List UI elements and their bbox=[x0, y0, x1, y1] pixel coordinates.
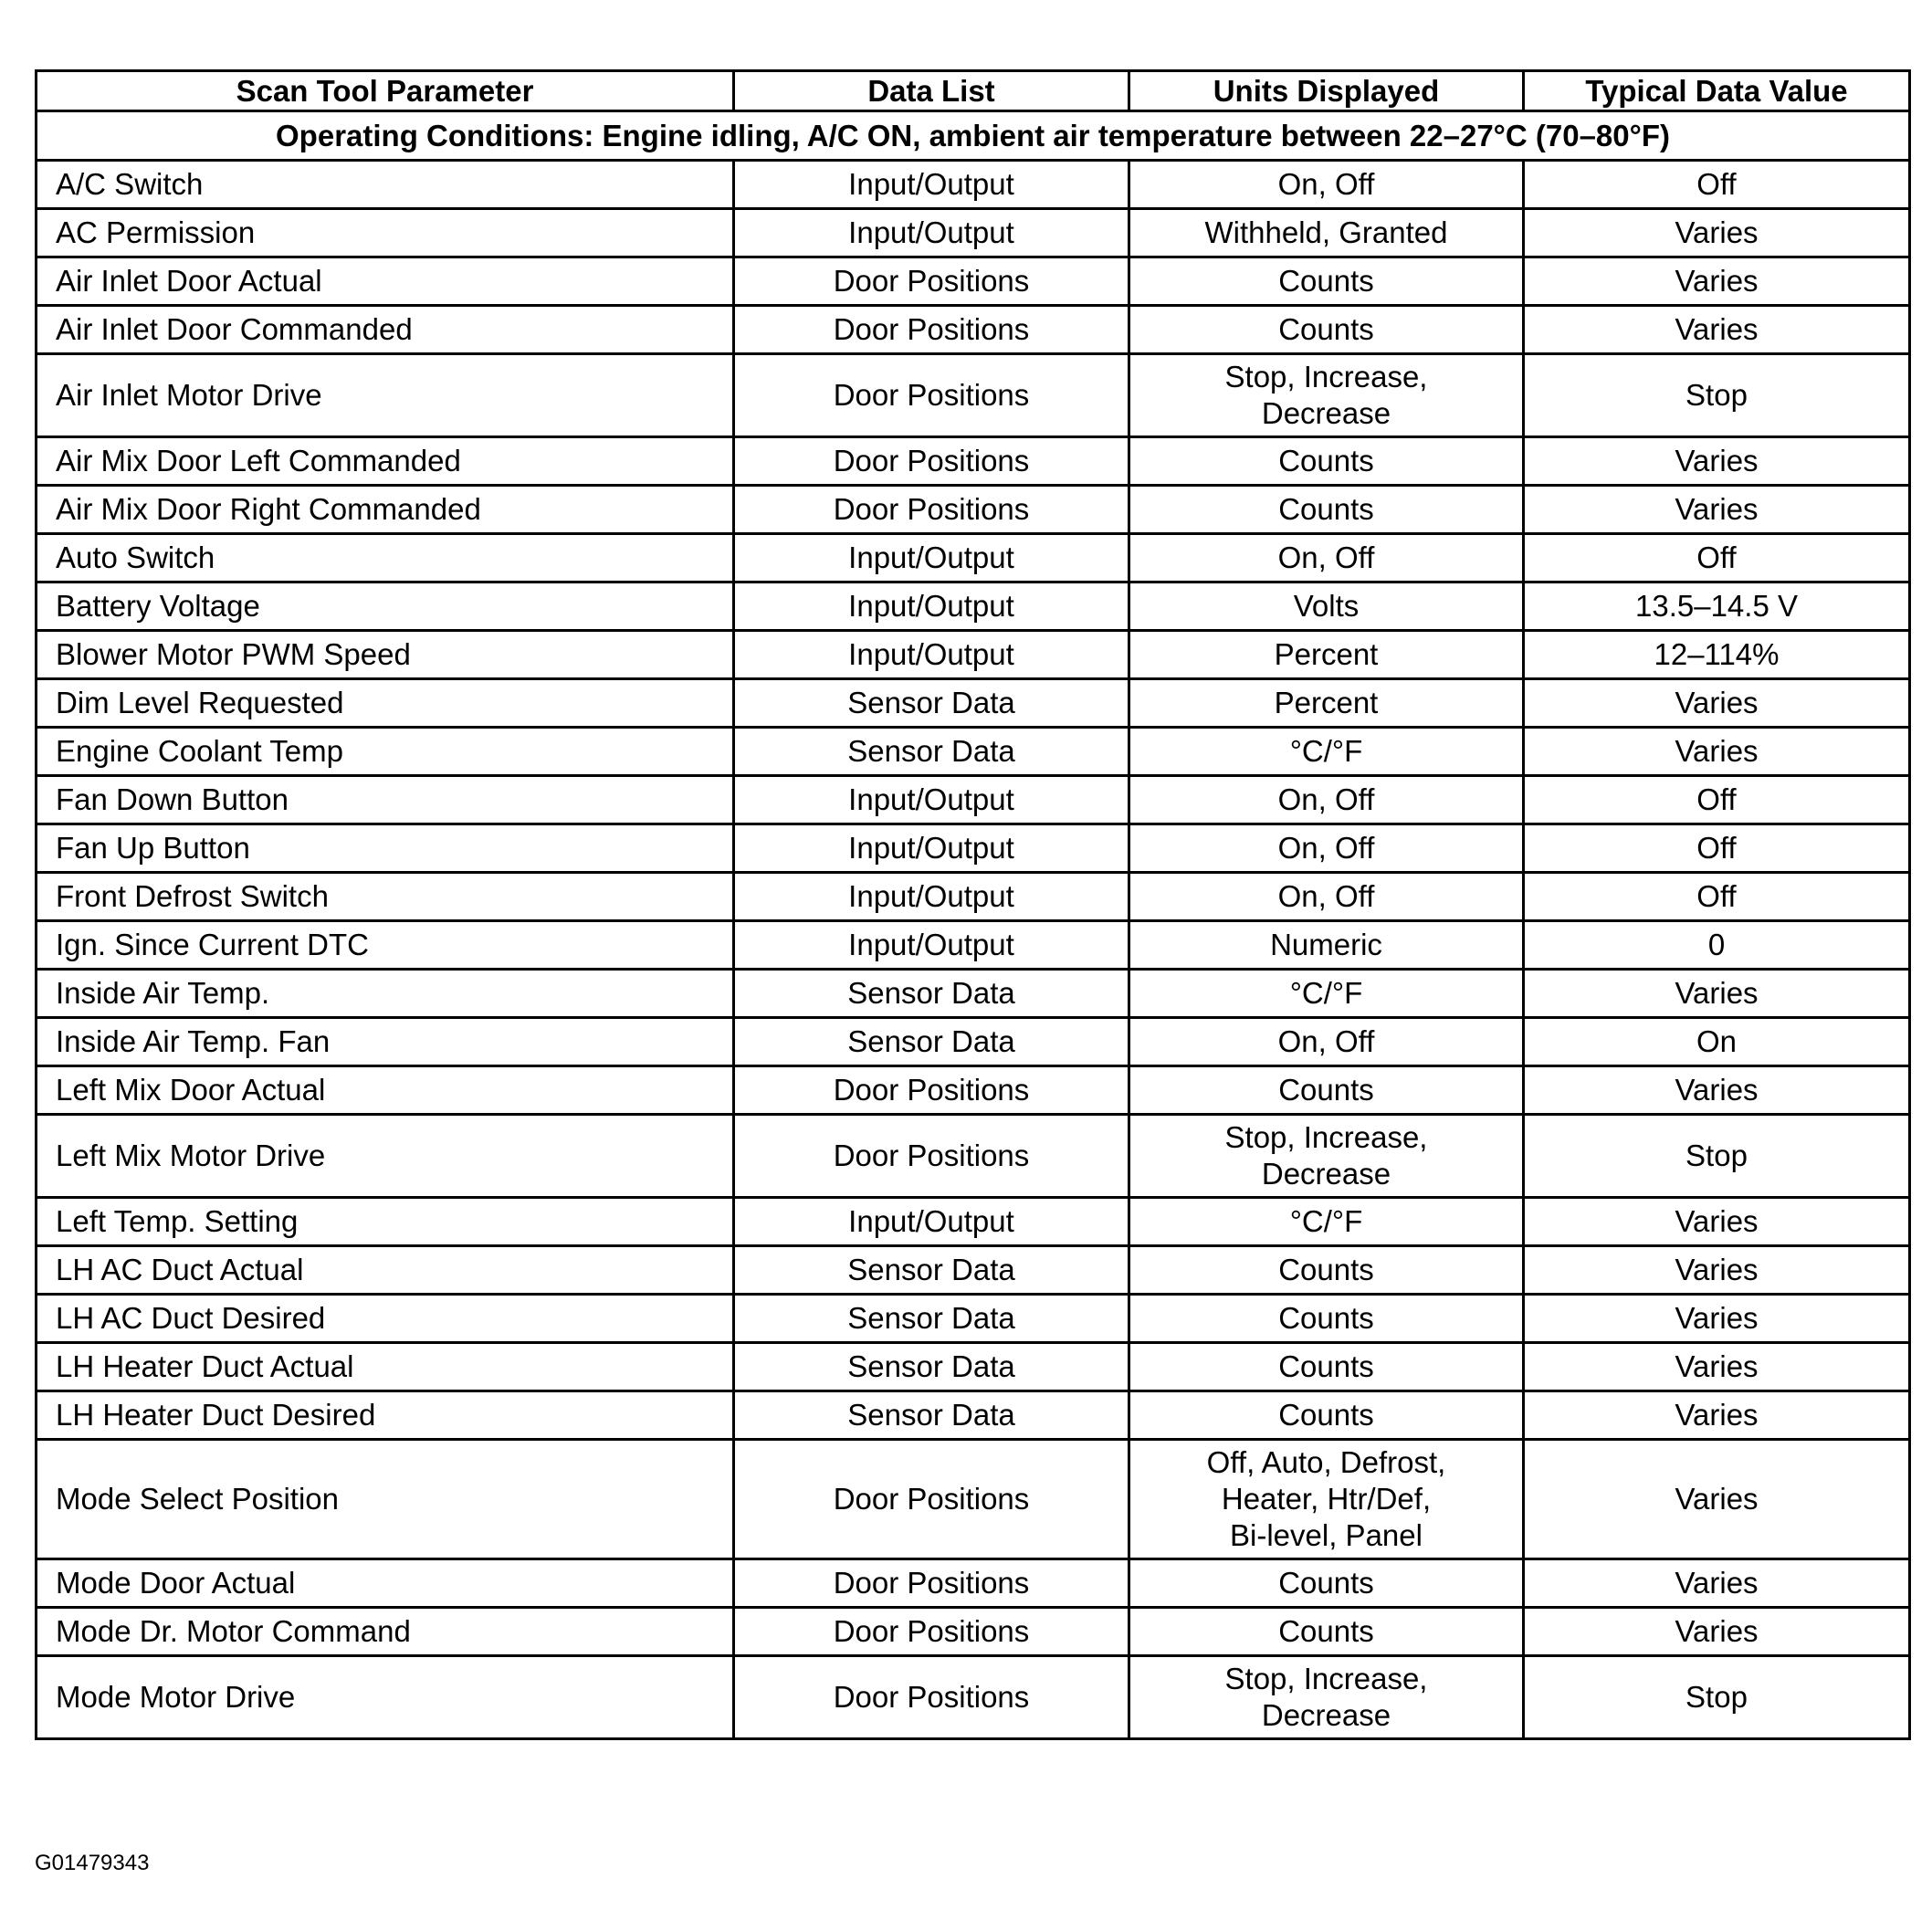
cell-parameter bbox=[37, 1018, 734, 1066]
table-row bbox=[37, 1608, 1910, 1656]
cell-parameter bbox=[37, 1066, 734, 1115]
cell-data-list bbox=[734, 257, 1129, 306]
cell-typical-data-value-text: Stop bbox=[1685, 1139, 1748, 1172]
cell-data-list-text: Input/Output bbox=[848, 879, 1014, 913]
cell-data-list bbox=[734, 534, 1129, 582]
cell-typical-data-value-text: Off bbox=[1696, 831, 1737, 865]
cell-data-list bbox=[734, 161, 1129, 209]
cell-typical-data-value-text: Varies bbox=[1675, 1253, 1759, 1286]
cell-parameter bbox=[37, 486, 734, 534]
operating-conditions: Operating Conditions: Engine idling, A/C ON, ambient air temperature between 22–27°C (70–80°F) bbox=[37, 111, 1910, 161]
cell-data-list bbox=[734, 437, 1129, 486]
table-row bbox=[37, 776, 1910, 824]
cell-data-list bbox=[734, 1115, 1129, 1198]
cell-data-list-text: Input/Output bbox=[848, 589, 1014, 623]
cell-data-list-text: Door Positions bbox=[833, 444, 1030, 478]
table-row bbox=[37, 873, 1910, 921]
cell-units-displayed-text: On, Off bbox=[1277, 540, 1375, 574]
cell-data-list bbox=[734, 824, 1129, 873]
cell-parameter bbox=[37, 873, 734, 921]
cell-typical-data-value bbox=[1524, 1115, 1910, 1198]
cell-typical-data-value bbox=[1524, 728, 1910, 776]
cell-parameter-text: Air Mix Door Left Commanded bbox=[56, 444, 461, 478]
cell-parameter bbox=[37, 257, 734, 306]
header-data-list: Data List bbox=[734, 71, 1129, 111]
cell-parameter-text: Air Inlet Door Actual bbox=[56, 264, 322, 298]
cell-units-displayed-text: Counts bbox=[1278, 264, 1374, 298]
cell-units-displayed bbox=[1129, 776, 1524, 824]
cell-units-displayed bbox=[1129, 728, 1524, 776]
cell-units-displayed-text: Counts bbox=[1278, 492, 1374, 526]
cell-parameter bbox=[37, 679, 734, 728]
cell-units-displayed bbox=[1129, 437, 1524, 486]
cell-parameter-text: Engine Coolant Temp bbox=[56, 734, 343, 768]
cell-typical-data-value-text: 13.5–14.5 V bbox=[1635, 589, 1798, 623]
cell-data-list-text: Door Positions bbox=[833, 1614, 1030, 1648]
cell-typical-data-value-text: Varies bbox=[1675, 1073, 1759, 1107]
cell-parameter-text: Fan Down Button bbox=[56, 782, 289, 816]
cell-typical-data-value-text: Varies bbox=[1675, 1204, 1759, 1238]
cell-typical-data-value-text: Varies bbox=[1675, 734, 1759, 768]
cell-parameter bbox=[37, 776, 734, 824]
cell-data-list bbox=[734, 306, 1129, 354]
cell-parameter bbox=[37, 824, 734, 873]
cell-units-displayed-text: Counts bbox=[1278, 1349, 1374, 1383]
cell-units-displayed bbox=[1129, 679, 1524, 728]
cell-typical-data-value bbox=[1524, 161, 1910, 209]
cell-units-displayed bbox=[1129, 1656, 1524, 1739]
cell-parameter bbox=[37, 1246, 734, 1295]
cell-parameter-text: Air Inlet Door Commanded bbox=[56, 312, 413, 346]
cell-units-displayed bbox=[1129, 873, 1524, 921]
cell-parameter-text: Left Mix Door Actual bbox=[56, 1073, 326, 1107]
cell-units-displayed-text: Counts bbox=[1278, 1301, 1374, 1335]
table-row bbox=[37, 1115, 1910, 1198]
cell-data-list-text: Door Positions bbox=[833, 378, 1030, 412]
cell-units-displayed-text: Percent bbox=[1274, 686, 1379, 719]
cell-units-displayed bbox=[1129, 306, 1524, 354]
table-header bbox=[37, 71, 1910, 111]
table-row bbox=[37, 1246, 1910, 1295]
cell-typical-data-value-text: Varies bbox=[1675, 976, 1759, 1010]
table-row bbox=[37, 1018, 1910, 1066]
cell-data-list bbox=[734, 1198, 1129, 1246]
cell-data-list bbox=[734, 1246, 1129, 1295]
cell-units-displayed bbox=[1129, 161, 1524, 209]
cell-data-list bbox=[734, 1608, 1129, 1656]
cell-typical-data-value bbox=[1524, 1440, 1910, 1559]
cell-units-displayed-text: Percent bbox=[1274, 637, 1379, 671]
cell-parameter-text: LH Heater Duct Actual bbox=[56, 1349, 354, 1383]
cell-data-list-text: Sensor Data bbox=[847, 1253, 1015, 1286]
cell-parameter-text: LH AC Duct Actual bbox=[56, 1253, 304, 1286]
table-row bbox=[37, 631, 1910, 679]
cell-typical-data-value-text: Varies bbox=[1675, 444, 1759, 478]
cell-units-displayed bbox=[1129, 1246, 1524, 1295]
cell-parameter-text: Left Temp. Setting bbox=[56, 1204, 299, 1238]
cell-units-displayed-text: On, Off bbox=[1277, 167, 1375, 201]
table-row bbox=[37, 437, 1910, 486]
cell-units-displayed-text: Withheld, Granted bbox=[1204, 215, 1448, 249]
cell-data-list bbox=[734, 679, 1129, 728]
cell-data-list-text: Sensor Data bbox=[847, 1398, 1015, 1432]
table-row bbox=[37, 209, 1910, 257]
cell-typical-data-value-text: Off bbox=[1696, 782, 1737, 816]
cell-typical-data-value bbox=[1524, 873, 1910, 921]
table-row bbox=[37, 1440, 1910, 1559]
table-row bbox=[37, 582, 1910, 631]
cell-data-list bbox=[734, 1656, 1129, 1739]
cell-typical-data-value bbox=[1524, 534, 1910, 582]
cell-units-displayed bbox=[1129, 534, 1524, 582]
cell-typical-data-value bbox=[1524, 824, 1910, 873]
cell-data-list-text: Input/Output bbox=[848, 637, 1014, 671]
header-typical-data-value: Typical Data Value bbox=[1524, 71, 1910, 111]
cell-data-list-text: Input/Output bbox=[848, 167, 1014, 201]
table-row bbox=[37, 306, 1910, 354]
cell-data-list bbox=[734, 486, 1129, 534]
cell-data-list bbox=[734, 1018, 1129, 1066]
cell-data-list-text: Door Positions bbox=[833, 1139, 1030, 1172]
cell-units-displayed bbox=[1129, 257, 1524, 306]
cell-units-displayed bbox=[1129, 1343, 1524, 1391]
cell-parameter bbox=[37, 306, 734, 354]
cell-units-displayed bbox=[1129, 921, 1524, 970]
cell-units-displayed-text: Counts bbox=[1278, 1566, 1374, 1600]
cell-data-list-text: Sensor Data bbox=[847, 1024, 1015, 1058]
cell-typical-data-value-text: Varies bbox=[1675, 1566, 1759, 1600]
cell-units-displayed bbox=[1129, 582, 1524, 631]
cell-parameter bbox=[37, 970, 734, 1018]
cell-parameter-text: A/C Switch bbox=[56, 167, 204, 201]
header-row bbox=[37, 71, 1910, 111]
table-row bbox=[37, 534, 1910, 582]
cell-units-displayed bbox=[1129, 1115, 1524, 1198]
cell-units-displayed-text: Volts bbox=[1293, 589, 1360, 623]
cell-typical-data-value bbox=[1524, 257, 1910, 306]
cell-data-list-text: Sensor Data bbox=[847, 734, 1015, 768]
cell-typical-data-value-text: Varies bbox=[1675, 312, 1759, 346]
cell-units-displayed-text: Counts bbox=[1278, 444, 1374, 478]
cell-data-list bbox=[734, 728, 1129, 776]
cell-typical-data-value-text: Varies bbox=[1675, 686, 1759, 719]
cell-parameter-text: Inside Air Temp. Fan bbox=[56, 1024, 331, 1058]
cell-units-displayed-text: Stop, Increase, Decrease bbox=[1224, 360, 1428, 430]
cell-data-list bbox=[734, 1440, 1129, 1559]
cell-typical-data-value-text: Varies bbox=[1675, 1482, 1759, 1516]
cell-parameter bbox=[37, 437, 734, 486]
cell-typical-data-value-text: Varies bbox=[1675, 1301, 1759, 1335]
cell-parameter-text: Fan Up Button bbox=[56, 831, 250, 865]
header-units-displayed: Units Displayed bbox=[1129, 71, 1524, 111]
cell-typical-data-value bbox=[1524, 631, 1910, 679]
cell-units-displayed bbox=[1129, 631, 1524, 679]
cell-parameter bbox=[37, 582, 734, 631]
cell-typical-data-value-text: Varies bbox=[1675, 1614, 1759, 1648]
cell-units-displayed bbox=[1129, 1559, 1524, 1608]
cell-typical-data-value-text: Varies bbox=[1675, 215, 1759, 249]
cell-typical-data-value-text: 12–114% bbox=[1654, 637, 1780, 671]
cell-data-list-text: Input/Output bbox=[848, 831, 1014, 865]
operating-conditions-row bbox=[37, 111, 1910, 161]
cell-typical-data-value-text: Off bbox=[1696, 540, 1737, 574]
cell-typical-data-value bbox=[1524, 1198, 1910, 1246]
cell-typical-data-value-text: Varies bbox=[1675, 264, 1759, 298]
cell-units-displayed bbox=[1129, 1440, 1524, 1559]
cell-parameter bbox=[37, 1198, 734, 1246]
cell-units-displayed-text: Numeric bbox=[1270, 928, 1382, 961]
cell-units-displayed bbox=[1129, 970, 1524, 1018]
cell-data-list bbox=[734, 1391, 1129, 1440]
cell-data-list-text: Input/Output bbox=[848, 1204, 1014, 1238]
cell-data-list-text: Input/Output bbox=[848, 540, 1014, 574]
cell-data-list bbox=[734, 1295, 1129, 1343]
cell-typical-data-value bbox=[1524, 306, 1910, 354]
cell-data-list-text: Door Positions bbox=[833, 1680, 1030, 1714]
cell-typical-data-value bbox=[1524, 209, 1910, 257]
cell-parameter-text: Dim Level Requested bbox=[56, 686, 344, 719]
cell-parameter bbox=[37, 631, 734, 679]
cell-data-list bbox=[734, 582, 1129, 631]
figure-id: G01479343 bbox=[35, 1851, 150, 1875]
cell-typical-data-value bbox=[1524, 1066, 1910, 1115]
cell-units-displayed bbox=[1129, 354, 1524, 437]
cell-typical-data-value bbox=[1524, 1656, 1910, 1739]
cell-data-list-text: Door Positions bbox=[833, 1482, 1030, 1516]
table-row bbox=[37, 486, 1910, 534]
cell-typical-data-value bbox=[1524, 1559, 1910, 1608]
cell-parameter-text: Battery Voltage bbox=[56, 589, 260, 623]
cell-data-list bbox=[734, 209, 1129, 257]
cell-units-displayed-text: Counts bbox=[1278, 1073, 1374, 1107]
cell-data-list-text: Input/Output bbox=[848, 782, 1014, 816]
cell-parameter bbox=[37, 728, 734, 776]
cell-units-displayed-text: On, Off bbox=[1277, 879, 1375, 913]
cell-data-list-text: Input/Output bbox=[848, 215, 1014, 249]
cell-units-displayed-text: Stop, Increase, Decrease bbox=[1224, 1662, 1428, 1732]
cell-parameter-text: Air Mix Door Right Commanded bbox=[56, 492, 481, 526]
cell-units-displayed-text: Counts bbox=[1278, 312, 1374, 346]
cell-data-list bbox=[734, 921, 1129, 970]
cell-data-list bbox=[734, 1066, 1129, 1115]
cell-units-displayed-text: Stop, Increase, Decrease bbox=[1224, 1120, 1428, 1191]
cell-data-list bbox=[734, 1559, 1129, 1608]
cell-typical-data-value bbox=[1524, 921, 1910, 970]
cell-typical-data-value bbox=[1524, 970, 1910, 1018]
table-row bbox=[37, 679, 1910, 728]
cell-units-displayed bbox=[1129, 486, 1524, 534]
cell-data-list-text: Sensor Data bbox=[847, 686, 1015, 719]
cell-parameter-text: Mode Door Actual bbox=[56, 1566, 296, 1600]
cell-units-displayed bbox=[1129, 1198, 1524, 1246]
cell-data-list-text: Door Positions bbox=[833, 264, 1030, 298]
cell-typical-data-value bbox=[1524, 679, 1910, 728]
cell-data-list bbox=[734, 354, 1129, 437]
cell-parameter bbox=[37, 1559, 734, 1608]
cell-parameter bbox=[37, 354, 734, 437]
cell-parameter bbox=[37, 534, 734, 582]
cell-parameter-text: Mode Select Position bbox=[56, 1482, 340, 1516]
cell-units-displayed-text: °C/°F bbox=[1289, 1204, 1363, 1238]
cell-data-list-text: Door Positions bbox=[833, 1073, 1030, 1107]
header-scan-tool-parameter: Scan Tool Parameter bbox=[37, 71, 734, 111]
cell-parameter bbox=[37, 1440, 734, 1559]
cell-parameter-text: Inside Air Temp. bbox=[56, 976, 270, 1010]
cell-parameter-text: LH AC Duct Desired bbox=[56, 1301, 326, 1335]
cell-typical-data-value bbox=[1524, 1246, 1910, 1295]
cell-units-displayed-text: On, Off bbox=[1277, 1024, 1375, 1058]
table-row bbox=[37, 921, 1910, 970]
cell-typical-data-value-text: Stop bbox=[1685, 378, 1748, 412]
cell-data-list bbox=[734, 776, 1129, 824]
cell-units-displayed bbox=[1129, 824, 1524, 873]
cell-typical-data-value bbox=[1524, 486, 1910, 534]
cell-parameter bbox=[37, 1115, 734, 1198]
cell-parameter-text: AC Permission bbox=[56, 215, 256, 249]
cell-typical-data-value bbox=[1524, 437, 1910, 486]
table-row bbox=[37, 1391, 1910, 1440]
cell-typical-data-value-text: Varies bbox=[1675, 492, 1759, 526]
table-row bbox=[37, 257, 1910, 306]
cell-parameter bbox=[37, 209, 734, 257]
cell-typical-data-value-text: Varies bbox=[1675, 1349, 1759, 1383]
cell-typical-data-value-text: Off bbox=[1696, 167, 1737, 201]
cell-parameter-text: Mode Motor Drive bbox=[56, 1680, 296, 1714]
table-row bbox=[37, 1559, 1910, 1608]
cell-typical-data-value bbox=[1524, 1295, 1910, 1343]
cell-typical-data-value-text: Varies bbox=[1675, 1398, 1759, 1432]
cell-parameter-text: Air Inlet Motor Drive bbox=[56, 378, 322, 412]
cell-units-displayed-text: Off, Auto, Defrost, Heater, Htr/Def, Bi-level, Panel bbox=[1206, 1445, 1446, 1552]
table-row bbox=[37, 970, 1910, 1018]
cell-data-list-text: Input/Output bbox=[848, 928, 1014, 961]
cell-data-list-text: Door Positions bbox=[833, 1566, 1030, 1600]
cell-parameter bbox=[37, 1608, 734, 1656]
cell-parameter-text: Mode Dr. Motor Command bbox=[56, 1614, 411, 1648]
cell-parameter-text: Left Mix Motor Drive bbox=[56, 1139, 326, 1172]
cell-typical-data-value bbox=[1524, 354, 1910, 437]
cell-parameter bbox=[37, 161, 734, 209]
cell-units-displayed bbox=[1129, 1295, 1524, 1343]
cell-parameter bbox=[37, 1391, 734, 1440]
cell-parameter bbox=[37, 1656, 734, 1739]
cell-parameter-text: Blower Motor PWM Speed bbox=[56, 637, 411, 671]
cell-data-list bbox=[734, 1343, 1129, 1391]
table-row bbox=[37, 1343, 1910, 1391]
cell-units-displayed-text: °C/°F bbox=[1289, 976, 1363, 1010]
cell-units-displayed bbox=[1129, 1018, 1524, 1066]
cell-units-displayed-text: Counts bbox=[1278, 1253, 1374, 1286]
cell-units-displayed bbox=[1129, 209, 1524, 257]
cell-units-displayed bbox=[1129, 1391, 1524, 1440]
cell-typical-data-value bbox=[1524, 776, 1910, 824]
cell-units-displayed-text: °C/°F bbox=[1289, 734, 1363, 768]
cell-parameter bbox=[37, 1343, 734, 1391]
cell-data-list-text: Sensor Data bbox=[847, 1349, 1015, 1383]
table-row bbox=[37, 1066, 1910, 1115]
cell-units-displayed bbox=[1129, 1066, 1524, 1115]
cell-typical-data-value bbox=[1524, 1018, 1910, 1066]
cell-data-list bbox=[734, 970, 1129, 1018]
table-row bbox=[37, 161, 1910, 209]
cell-data-list-text: Door Positions bbox=[833, 312, 1030, 346]
cell-data-list-text: Sensor Data bbox=[847, 976, 1015, 1010]
table-row bbox=[37, 824, 1910, 873]
cell-typical-data-value-text: 0 bbox=[1707, 928, 1726, 961]
cell-units-displayed-text: Counts bbox=[1278, 1398, 1374, 1432]
cell-units-displayed-text: On, Off bbox=[1277, 831, 1375, 865]
cell-data-list bbox=[734, 631, 1129, 679]
cell-parameter-text: Front Defrost Switch bbox=[56, 879, 329, 913]
table-row bbox=[37, 354, 1910, 437]
cell-parameter bbox=[37, 921, 734, 970]
cell-typical-data-value-text: Stop bbox=[1685, 1680, 1748, 1714]
cell-typical-data-value bbox=[1524, 582, 1910, 631]
cell-parameter-text: LH Heater Duct Desired bbox=[56, 1398, 376, 1432]
cell-parameter-text: Auto Switch bbox=[56, 540, 215, 574]
cell-data-list bbox=[734, 873, 1129, 921]
cell-typical-data-value bbox=[1524, 1343, 1910, 1391]
cell-units-displayed-text: Counts bbox=[1278, 1614, 1374, 1648]
cell-typical-data-value bbox=[1524, 1391, 1910, 1440]
cell-data-list-text: Door Positions bbox=[833, 492, 1030, 526]
cell-data-list-text: Sensor Data bbox=[847, 1301, 1015, 1335]
cell-units-displayed-text: On, Off bbox=[1277, 782, 1375, 816]
cell-typical-data-value bbox=[1524, 1608, 1910, 1656]
cell-units-displayed bbox=[1129, 1608, 1524, 1656]
cell-parameter bbox=[37, 1295, 734, 1343]
table-row bbox=[37, 1295, 1910, 1343]
table-body bbox=[37, 111, 1910, 1739]
table-row bbox=[37, 1656, 1910, 1739]
cell-parameter-text: Ign. Since Current DTC bbox=[56, 928, 369, 961]
scan-tool-data-table bbox=[35, 69, 1911, 1740]
table-row bbox=[37, 1198, 1910, 1246]
cell-typical-data-value-text: On bbox=[1696, 1024, 1738, 1058]
table-row bbox=[37, 728, 1910, 776]
cell-typical-data-value-text: Off bbox=[1696, 879, 1737, 913]
